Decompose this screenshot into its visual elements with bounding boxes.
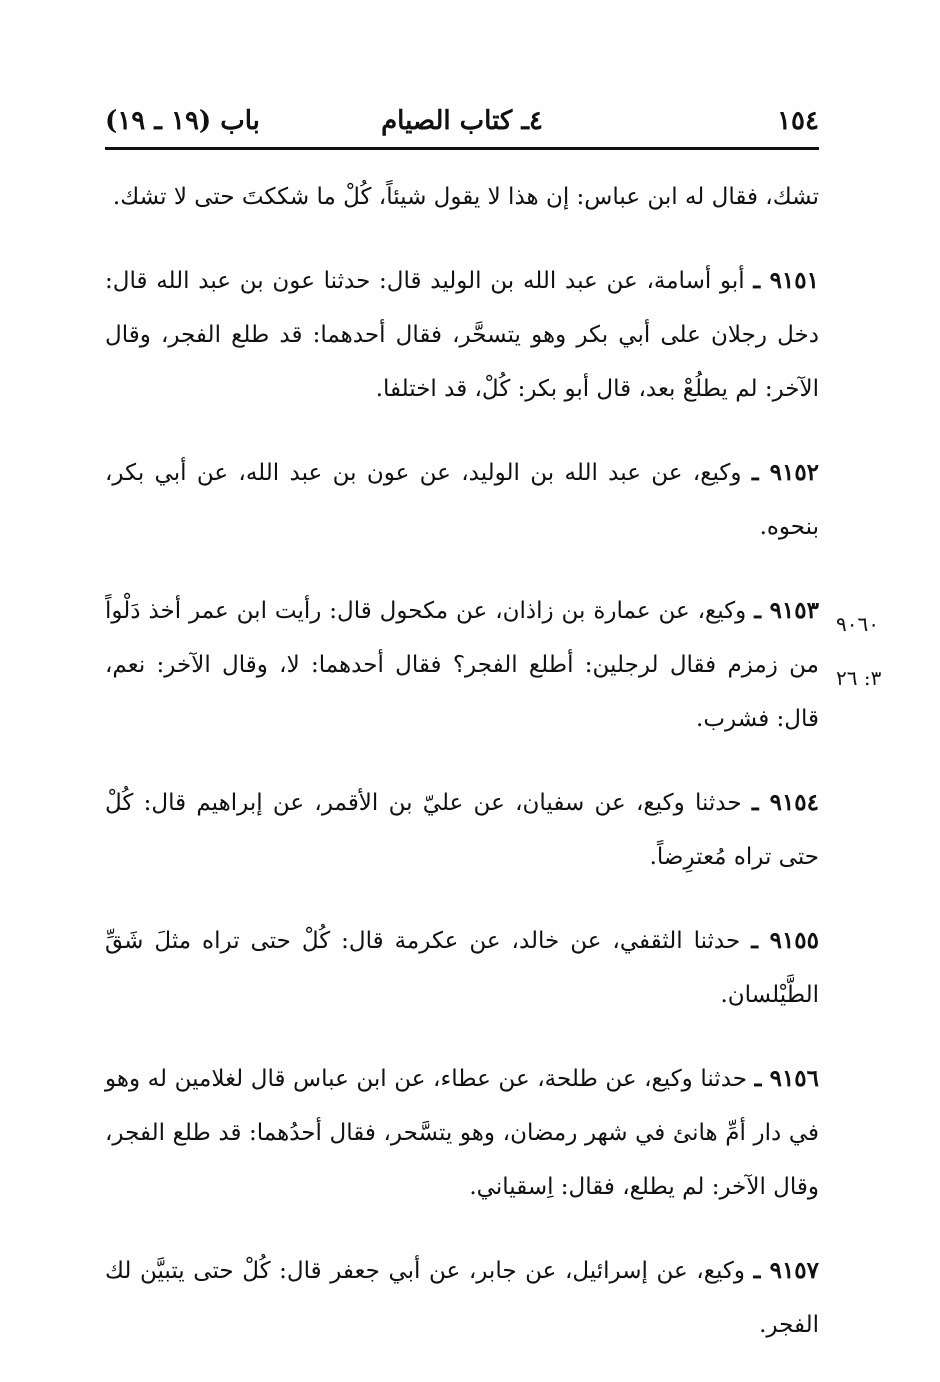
- paragraph-text: حدثنا وكيع، عن سفيان، عن عليّ بن الأقمر، عن إبراهيم قال: كُلْ حتى تراه مُعترِضاً.: [105, 790, 819, 870]
- page-body: [105, 170, 819, 1382]
- hadith-number: ٩١٥٤ ـ: [751, 789, 820, 816]
- margin-note-volume-page: ٣: ٢٦: [836, 666, 882, 690]
- header-rule: [105, 147, 819, 150]
- page-number: ١٥٤: [777, 106, 819, 136]
- paragraph-text: حدثنا وكيع، عن طلحة، عن عطاء، عن ابن عباس قال لغلامين له وهو في دار أمِّ هانئ في شهر رمضان، وهو يتسَّحر، فقال أحدُهما: قد طلع الفجر، وقال الآخر: لم يطلع، فقال: اِسقياني.: [105, 1066, 819, 1200]
- paragraph-text: أبو أسامة، عن عبد الله بن الوليد قال: حدثنا عون بن عبد الله قال: دخل رجلان على أبي بكر وهو يتسحَّر، فقال أحدهما: قد طلع الفجر، وقال الآخر: لم يطلُعْ بعد، قال أبو بكر: كُلْ، قد اختلفا.: [105, 268, 819, 402]
- page-header: [105, 100, 819, 144]
- hadith-9154: [105, 776, 819, 884]
- book-title: ٤ـ كتاب الصيام: [381, 106, 543, 136]
- hadith-number: ٩١٥١ ـ: [753, 267, 819, 294]
- hadith-number: ٩١٥٦ ـ: [754, 1065, 820, 1092]
- paragraph-continuation: [105, 170, 819, 224]
- hadith-number: ٩١٥٥ ـ: [751, 927, 820, 954]
- paragraph-text: وكيع، عن إسرائيل، عن جابر، عن أبي جعفر قال: كُلْ حتى يتبيَّن لك الفجر.: [105, 1258, 819, 1338]
- chapter-reference: باب (١٩ ـ ١٩): [105, 106, 260, 136]
- paragraph-text: تشك، فقال له ابن عباس: إن هذا لا يقول شيئاً، كُلْ ما شككتَ حتى لا تشك.: [112, 184, 819, 210]
- hadith-9157: [105, 1244, 819, 1352]
- margin-note-cross-reference: ٩٠٦٠: [836, 612, 879, 636]
- hadith-9156: [105, 1052, 819, 1214]
- hadith-number: ٩١٥٢ ـ: [751, 459, 820, 486]
- hadith-number: ٩١٥٣ ـ: [754, 597, 819, 624]
- paragraph-text: وكيع، عن عمارة بن زاذان، عن مكحول قال: رأيت ابن عمر أخذ دَلْواً من زمزم فقال لرجلين: أطلع الفجر؟ فقال أحدهما: لا، وقال الآخر: نعم، قال: فشرب.: [105, 598, 819, 732]
- paragraph-text: وكيع، عن عبد الله بن الوليد، عن عون بن عبد الله، عن أبي بكر، بنحوه.: [105, 460, 819, 540]
- hadith-9151: [105, 254, 819, 416]
- hadith-9155: [105, 914, 819, 1022]
- hadith-number: ٩١٥٧ ـ: [753, 1257, 820, 1284]
- hadith-9152: [105, 446, 819, 554]
- hadith-9153: [105, 584, 819, 746]
- paragraph-text: حدثنا الثقفي، عن خالد، عن عكرمة قال: كُلْ حتى تراه مثلَ شَقِّ الطَّيْلسان.: [105, 928, 819, 1008]
